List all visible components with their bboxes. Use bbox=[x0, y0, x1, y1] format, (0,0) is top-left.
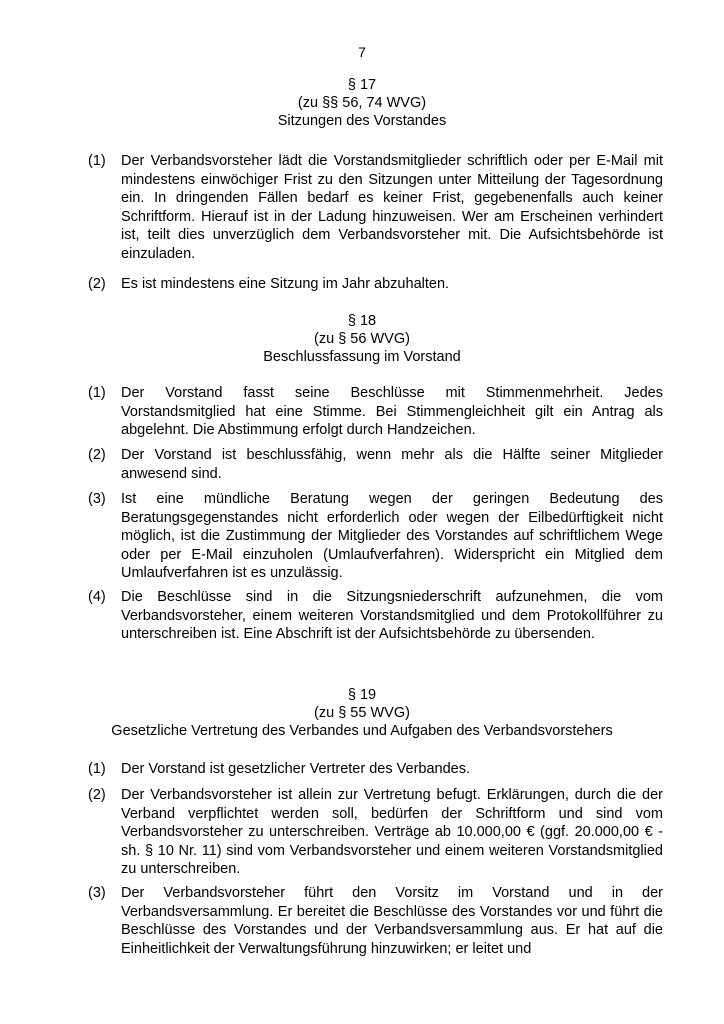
paragraph-number: (2) bbox=[88, 447, 106, 463]
paragraph-number: (3) bbox=[88, 885, 106, 901]
paragraph-text: Der Vorstand ist gesetzlicher Vertreter des Verbandes. bbox=[121, 761, 470, 777]
section-18-heading bbox=[0, 312, 724, 366]
paragraph-text: Der Vorstand fasst seine Beschlüsse mit Stimmenmehrheit. Jedes Vorstandsmitglied hat eine Stimme. Bei Stimmengleichheit gilt ein Antrag als abgelehnt. Die Abstimmung erfolgt durch Handzeichen. bbox=[121, 385, 663, 438]
paragraph-text: Ist eine mündliche Beratung wegen der geringen Bedeutung des Beratungsgegenstandes nicht erforderlich oder wegen der Eilbedürftigkeit nicht möglich, ist die Zustimmung der Mitglieder des Vorstandes auf schriftlichem Wege oder per E-Mail einzuholen (Umlaufverfahren). Widerspricht ein Mitglied dem Umlaufverfahren ist es unzulässig. bbox=[121, 491, 663, 581]
section-19-heading bbox=[0, 686, 724, 740]
paragraph-text: Der Verbandsvorsteher ist allein zur Vertretung befugt. Erklärungen, durch die der Verband verpflichtet werden soll, bedürfen der Schriftform und sind vom Verbandsvorsteher zu unterschreiben. Verträge ab 10.000,00 € (ggf. 20.000,00 € - sh. § 10 Nr. 11) sind vom Verbandsvorsteher und einem weiteren Vorstandsmitglied zu unterschreiben. bbox=[121, 787, 663, 877]
paragraph-text: Der Vorstand ist beschlussfähig, wenn mehr als die Hälfte seiner Mitglieder anwesend sind. bbox=[121, 447, 663, 482]
paragraph-number: (2) bbox=[88, 276, 106, 292]
section-sign: § 18 bbox=[347, 313, 377, 329]
paragraph-number: (1) bbox=[88, 761, 106, 777]
section-title: Beschlussfassung im Vorstand bbox=[263, 349, 461, 365]
paragraph-text: Der Verbandsvorsteher lädt die Vorstandsmitglieder schriftlich oder per E-Mail mit mindestens einwöchiger Frist zu den Sitzungen unter Mitteilung der Tagesordnung ein. In dringenden Fällen bedarf es keiner Frist, gegebenenfalls auch keiner Schriftform. Hierauf ist in der Ladung hinzuweisen. Wer am Erscheinen verhindert ist, teilt dies unverzüglich dem Verbandsvorsteher mit. Die Aufsichtsbehörde ist einzuladen. bbox=[121, 153, 663, 262]
paragraph-text: Die Beschlüsse sind in die Sitzungsniederschrift aufzunehmen, die vom Verbandsvorsteher, einem weiteren Vorstandsmitglied und dem Protokollführer zu unterschreiben ist. Eine Abschrift ist der Aufsichtsbehörde zu übersenden. bbox=[121, 589, 663, 642]
paragraph-number: (1) bbox=[88, 385, 106, 401]
paragraph-number: (1) bbox=[88, 153, 106, 169]
section-reference: (zu § 56 WVG) bbox=[314, 331, 410, 347]
section-reference: (zu § 55 WVG) bbox=[314, 705, 410, 721]
page-number: 7 bbox=[358, 44, 366, 60]
paragraph-number: (4) bbox=[88, 589, 106, 605]
section-title: Gesetzliche Vertretung des Verbandes und Aufgaben des Verbandsvorstehers bbox=[111, 723, 613, 739]
paragraph-number: (3) bbox=[88, 491, 106, 507]
section-sign: § 17 bbox=[347, 77, 377, 93]
paragraph-text: Der Verbandsvorsteher führt den Vorsitz im Vorstand und in der Verbandsversammlung. Er bereitet die Beschlüsse des Vorstandes vor und führt die Beschlüsse des Vorstandes und der Verbandsversammlung aus. Er hat auf die Einheitlichkeit der Verwaltungsführung hinzuwirken; er leitet und bbox=[121, 885, 663, 957]
paragraph-text: Es ist mindestens eine Sitzung im Jahr abzuhalten. bbox=[121, 276, 450, 292]
paragraph-number: (2) bbox=[88, 787, 106, 803]
section-reference: (zu §§ 56, 74 WVG) bbox=[297, 95, 427, 111]
section-sign: § 19 bbox=[347, 687, 377, 703]
section-title: Sitzungen des Vorstandes bbox=[277, 113, 447, 129]
section-17-heading bbox=[0, 76, 724, 130]
